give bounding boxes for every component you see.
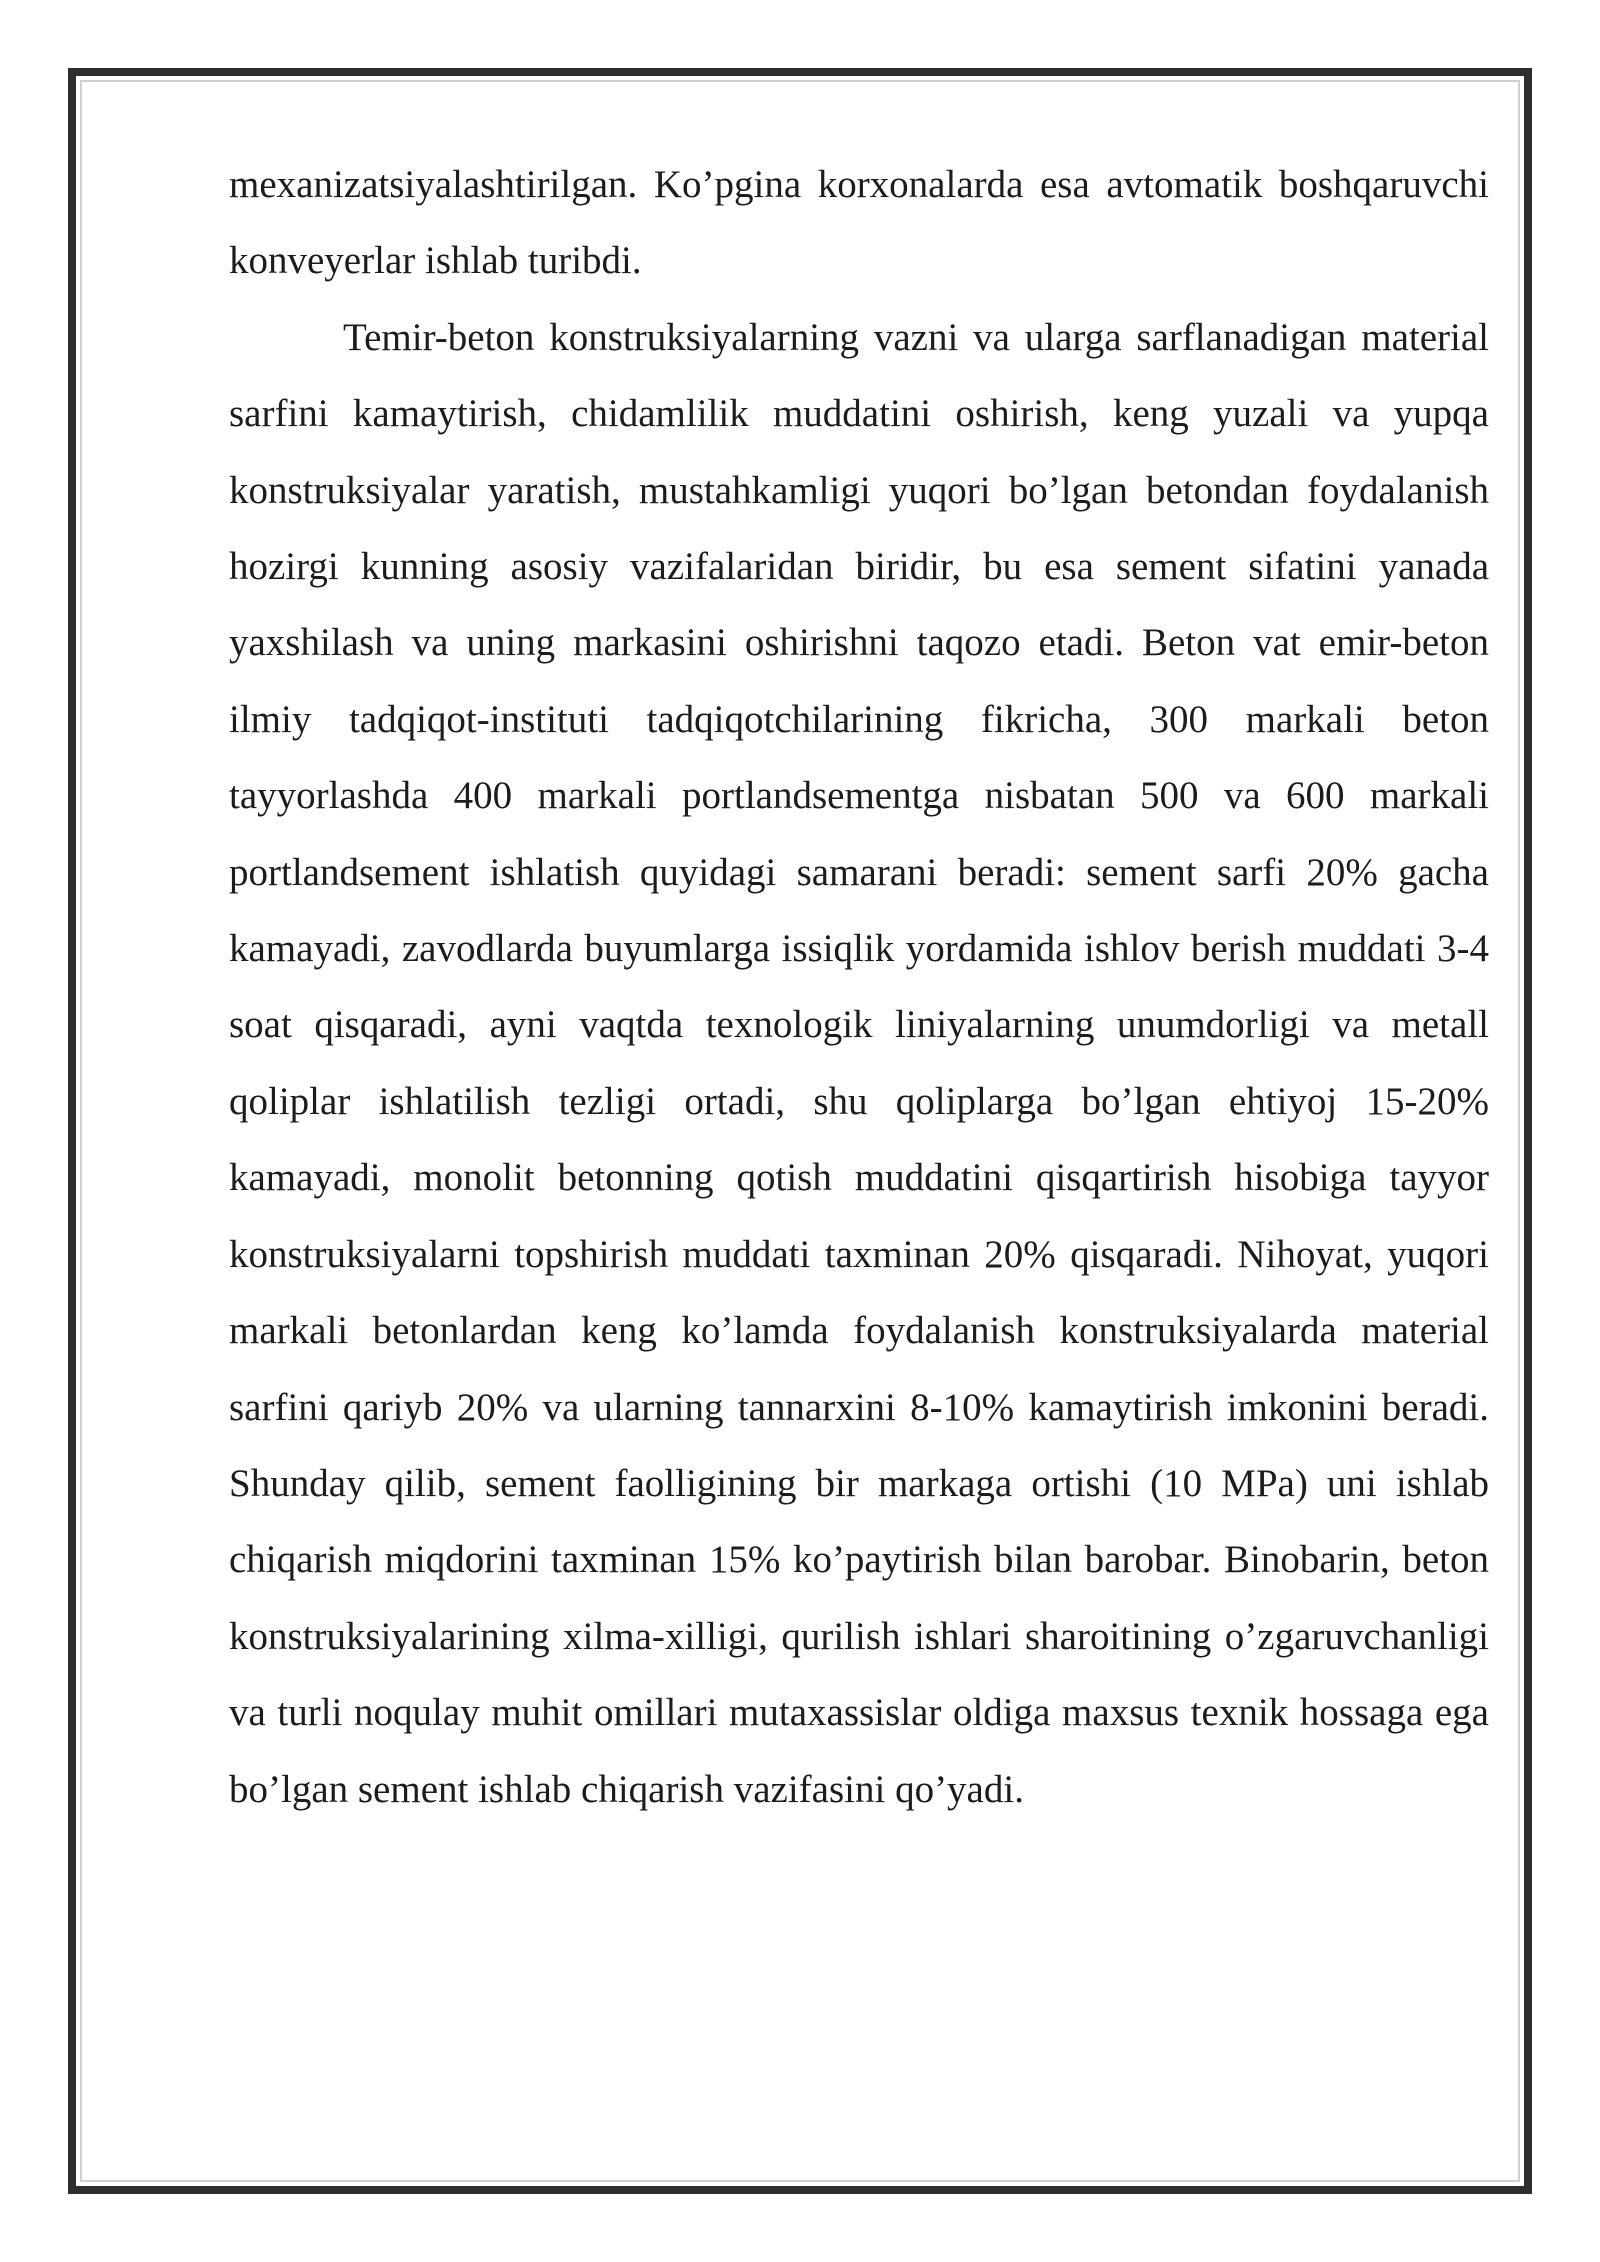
paragraph-continuation: mexanizatsiyalashtirilgan. Ko’pgina korxonalarda esa avtomatik boshqaruvchi konveyerlar ishlab turibdi. (229, 163, 1489, 283)
paragraph-main: Temir-beton konstruksiyalarning vazni va ularga sarflanadigan material sarfini kamaytirish, chidamlilik muddatini oshirish, keng yuzali va yupqa konstruksiyalar yaratish, mustahkamligi yuqori bo’lgan betondan foydalanish hozirgi kunning asosiy vazifalaridan biridir, bu esa sement sifatini yanada yaxshilash va uning markasini oshirishni taqozo etadi. Beton vat emir-beton ilmiy tadqiqot-instituti tadqiqotchilarining fikricha, 300 markali beton tayyorlashda 400 markali portlandsementga nisbatan 500 va 600 markali portlandsement ishlatish quyidagi samarani beradi: sement sarfi 20% gacha kamayadi, zavodlarda buyumlarga issiqlik yordamida ishlov berish muddati 3-4 soat qisqaradi, ayni vaqtda texnologik liniyalarning unumdorligi va metall qoliplar ishlatilish tezligi ortadi, shu qoliplarga bo’lgan ehtiyoj 15-20% kamayadi, monolit betonning qotish muddatini qisqartirish hisobiga tayyor konstruksiyalarni topshirish muddati taxminan 20% qisqaradi. Nihoyat, yuqori markali betonlardan keng ko’lamda foydalanish konstruksiyalarda material sarfini qariyb 20% va ularning tannarxini 8-10% kamaytirish imkonini beradi. Shunday qilib, sement faolligining bir markaga ortishi (10 MPa) uni ishlab chiqarish miqdorini taxminan 15% ko’paytirish bilan barobar. Binobarin, beton konstruksiyalarining xilma-xilligi, qurilish ishlari sharoitining o’zgaruvchanligi va turli noqulay muhit omillari mutaxassislar oldiga maxsus texnik hossaga ega bo’lgan sement ishlab chiqarish vazifasini qo’yadi. (229, 315, 1489, 1811)
document-body (229, 147, 1489, 1828)
